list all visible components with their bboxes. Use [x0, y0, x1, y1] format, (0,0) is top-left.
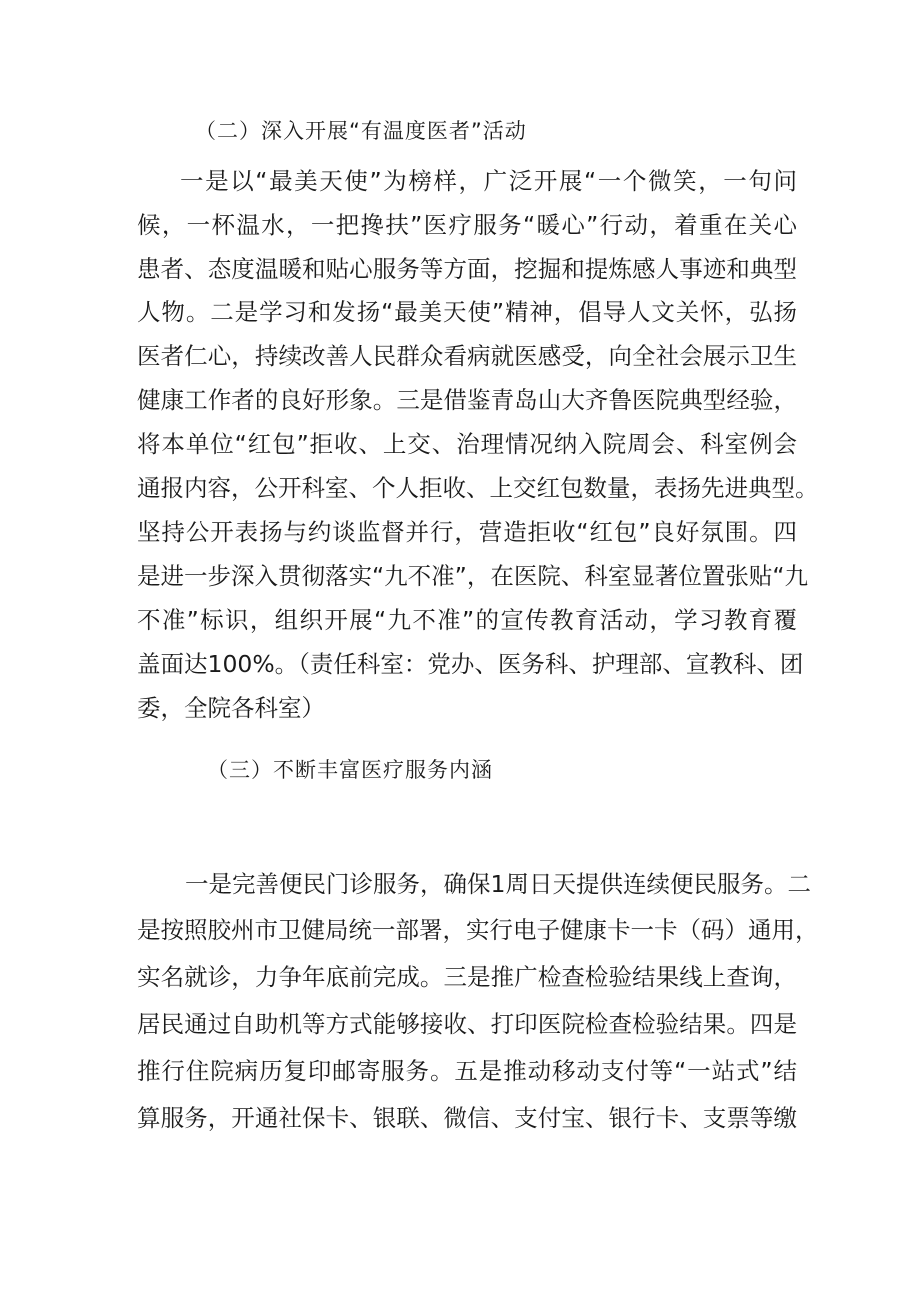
- paragraph-line: 委，全院各科室）: [137, 694, 325, 722]
- paragraph-line: 是按照胶州市卫健局统一部署，实行电子健康卡一卡（码）通用，: [137, 916, 819, 944]
- paragraph-line: 候，一杯温水，一把搀扶”医疗服务“暖心”行动，着重在关心: [137, 211, 797, 239]
- paragraph-line: 一是完善便民门诊服务，确保1周日天提供连续便民服务。二: [185, 870, 811, 898]
- paragraph-line: 人物。二是学习和发扬“最美天使”精神，倡导人文关怀，弘扬: [137, 298, 797, 326]
- paragraph-line: 医者仁心，持续改善人民群众看病就医感受，向全社会展示卫生: [137, 342, 797, 370]
- paragraph-line: 不准”标识，组织开展“九不准”的宣传教育活动，学习教育覆: [137, 606, 797, 634]
- paragraph-line: 算服务，开通社保卡、银联、微信、支付宝、银行卡、支票等缴: [137, 1104, 797, 1132]
- paragraph-line: 实名就诊，力争年底前完成。三是推广检查检验结果线上查询，: [137, 963, 797, 991]
- paragraph-line: 一是以“最美天使”为榜样，广泛开展“一个微笑，一句问: [180, 167, 797, 195]
- paragraph-line: 是进一步深入贯彻落实“九不准”，在医院、科室显著位置张贴“九: [137, 562, 809, 590]
- paragraph-line: 推行住院病历复印邮寄服务。五是推动移动支付等“一站式”结: [137, 1057, 797, 1085]
- section-heading-2: （二）深入开展“有温度医者”活动: [195, 119, 527, 143]
- paragraph-line: 坚持公开表扬与约谈监督并行，营造拒收“红包”良好氛围。四: [137, 518, 797, 546]
- paragraph-line: 将本单位“红包”拒收、上交、治理情况纳入院周会、科室例会: [137, 430, 797, 458]
- paragraph-line: 盖面达100%。（责任科室：党办、医务科、护理部、宣教科、团: [137, 650, 804, 678]
- paragraph-line: 居民通过自助机等方式能够接收、打印医院检查检验结果。四是: [137, 1010, 797, 1038]
- section-heading-3: （三）不断丰富医疗服务内涵: [207, 758, 493, 782]
- paragraph-line: 通报内容，公开科室、个人拒收、上交红包数量，表扬先进典型。: [137, 474, 819, 502]
- paragraph-line: 健康工作者的良好形象。三是借鉴青岛山大齐鲁医院典型经验，: [137, 386, 797, 414]
- paragraph-line: 患者、态度温暖和贴心服务等方面，挖掘和提炼感人事迹和典型: [137, 255, 797, 283]
